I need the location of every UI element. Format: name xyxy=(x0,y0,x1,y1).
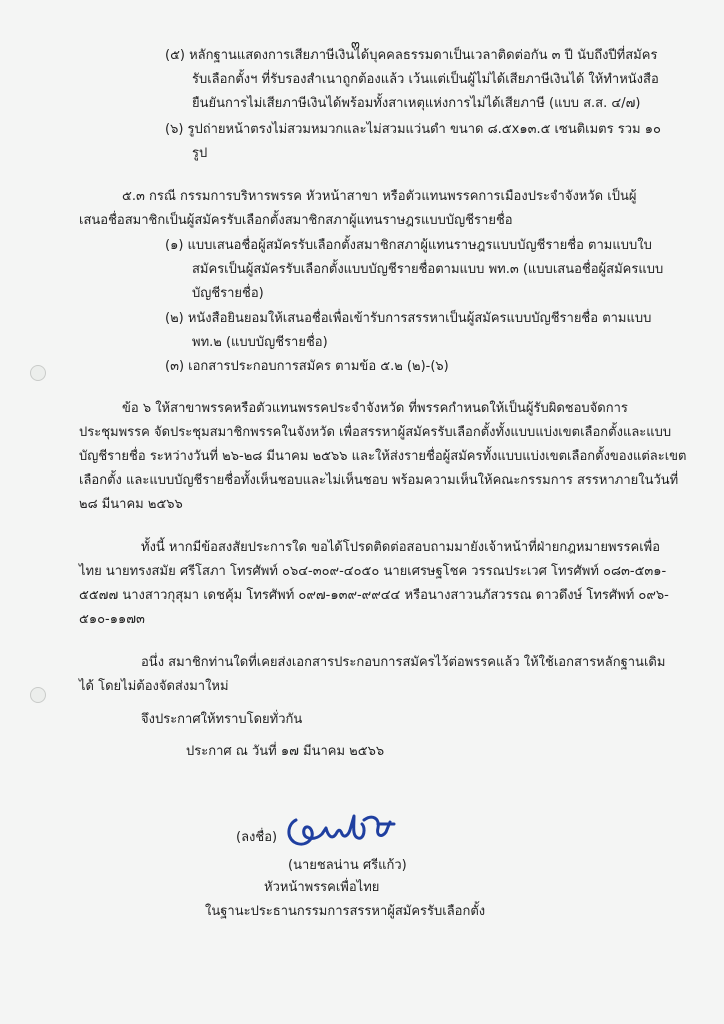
note-line-2: ได้ โดยไม่ต้องจัดส่งมาใหม่ xyxy=(79,679,229,694)
contact-line-2: ไทย นายทรงสมัย ศรีโสภา โทรศัพท์ ๐๖๔-๓๐๙-๔๐๕๐ นายเศรษฐโชค วรรณประเวศ โทรศัพท์ ๐๘๓-๕๓๑- xyxy=(79,564,667,579)
contact-line-1: ทั้งนี้ หากมีข้อสงสัยประการใด ขอได้โปรดติดต่อสอบถามมายังเจ้าหน้าที่ฝ่ายกฎหมายพรรคเพื่อ xyxy=(141,540,661,555)
item-5-line-3: ยืนยันการไม่เสียภาษีเงินได้พร้อมทั้งสาเหตุแห่งการไม่ได้เสียภาษี (แบบ ส.ส. ๔/๗) xyxy=(192,96,641,111)
section-5-3-line-2: เสนอชื่อสมาชิกเป็นผู้สมัครรับเลือกตั้งสมาชิกสภาผู้แทนราษฎรแบบบัญชีรายชื่อ xyxy=(79,213,513,228)
clause-6-line-5: ๒๘ มีนาคม ๒๕๖๖ xyxy=(79,497,183,512)
clause-6-line-1: ข้อ ๖ ให้สาขาพรรคหรือตัวแทนพรรคประจำจังหวัด ที่พรรคกำหนดให้เป็นผู้รับผิดชอบจัดการ xyxy=(122,401,628,416)
item-5-3-2-line-1: (๒) หนังสือยินยอมให้เสนอชื่อเพื่อเข้ารับการสรรหาเป็นผู้สมัครแบบบัญชีรายชื่อ ตามแบบ xyxy=(165,311,652,326)
signer-title-1: หัวหน้าพรรคเพื่อไทย xyxy=(264,880,380,895)
item-5-line-1: (๕) หลักฐานแสดงการเสียภาษีเงินได้บุคคลธรรมดาเป็นเวลาติดต่อกัน ๓ ปี นับถึงปีที่สมัคร xyxy=(165,48,658,63)
clause-6-line-2: ประชุมพรรค จัดประชุมสมาชิกพรรคในจังหวัด เพื่อสรรหาผู้สมัครรับเลือกตั้งทั้งแบบแบ่งเขตเลือกตั้งและแบบ xyxy=(79,425,672,440)
item-5-3-1-line-3: บัญชีรายชื่อ) xyxy=(192,286,264,301)
signer-name: (นายชลน่าน ศรีแก้ว) xyxy=(288,858,407,873)
clause-6-line-3: บัญชีรายชื่อ ระหว่างวันที่ ๒๖-๒๘ มีนาคม ๒๕๖๖ และให้ส่งรายชื่อผู้สมัครทั้งแบบแบ่งเขตเลือกตั้งของแต่ละเขต xyxy=(79,449,687,464)
signer-title-2: ในฐานะประธานกรรมการสรรหาผู้สมัครรับเลือกตั้ง xyxy=(205,904,486,919)
announce-text: จึงประกาศให้ทราบโดยทั่วกัน xyxy=(141,712,303,727)
signed-label: (ลงชื่อ) xyxy=(236,830,278,845)
contact-line-4: ๕๑๐-๑๑๗๓ xyxy=(79,612,145,627)
date-line: ประกาศ ณ วันที่ ๑๗ มีนาคม ๒๕๖๖ xyxy=(186,744,385,759)
punch-hole-bottom xyxy=(30,687,46,703)
contact-line-3: ๕๕๗๗ นางสาวกุสุมา เดชคุ้ม โทรศัพท์ ๐๙๗-๑๓๙-๙๙๔๔ หรือนางสาวนภัสวรรณ ดาวดึงษ์ โทรศัพท์ ๐๙๖- xyxy=(79,588,669,603)
item-5-3-1-line-1: (๑) แบบเสนอชื่อผู้สมัครรับเลือกตั้งสมาชิกสภาผู้แทนราษฎรแบบบัญชีรายชื่อ ตามแบบใบ xyxy=(165,238,652,253)
punch-hole-top xyxy=(30,365,46,381)
note-line-1: อนึ่ง สมาชิกท่านใดที่เคยส่งเอกสารประกอบการสมัครไว้ต่อพรรคแล้ว ให้ใช้เอกสารหลักฐานเดิม xyxy=(141,655,666,670)
item-5-3-1-line-2: สมัครเป็นผู้สมัครรับเลือกตั้งแบบบัญชีรายชื่อตามแบบ พท.๓ (แบบเสนอชื่อผู้สมัครแบบ xyxy=(192,262,664,277)
item-5-line-2: รับเลือกตั้งฯ ที่รับรองสำเนาถูกต้องแล้ว เว้นแต่เป็นผู้ไม่ได้เสียภาษีเงินได้ ให้ทำหนังสือ xyxy=(192,72,659,87)
page-number: ๓ xyxy=(351,37,360,52)
item-6-line-1: (๖) รูปถ่ายหน้าตรงไม่สวมหมวกและไม่สวมแว่นดำ ขนาด ๘.๕x๑๓.๕ เซนติเมตร รวม ๑๐ xyxy=(165,122,661,137)
clause-6-line-4: เลือกตั้ง และแบบบัญชีรายชื่อทั้งเห็นชอบและไม่เห็นชอบ พร้อมความเห็นให้คณะกรรมการ สรรหาภายในวันที่ xyxy=(79,473,679,488)
item-6-line-2: รูป xyxy=(192,146,208,161)
signature-mark xyxy=(282,806,400,850)
item-5-3-2-line-2: พท.๒ (แบบบัญชีรายชื่อ) xyxy=(192,335,328,350)
section-5-3-line-1: ๕.๓ กรณี กรรมการบริหารพรรค หัวหน้าสาขา หรือตัวแทนพรรคการเมืองประจำจังหวัด เป็นผู้ xyxy=(122,189,637,204)
item-5-3-3: (๓) เอกสารประกอบการสมัคร ตามข้อ ๕.๒ (๒)-(๖) xyxy=(165,359,449,374)
